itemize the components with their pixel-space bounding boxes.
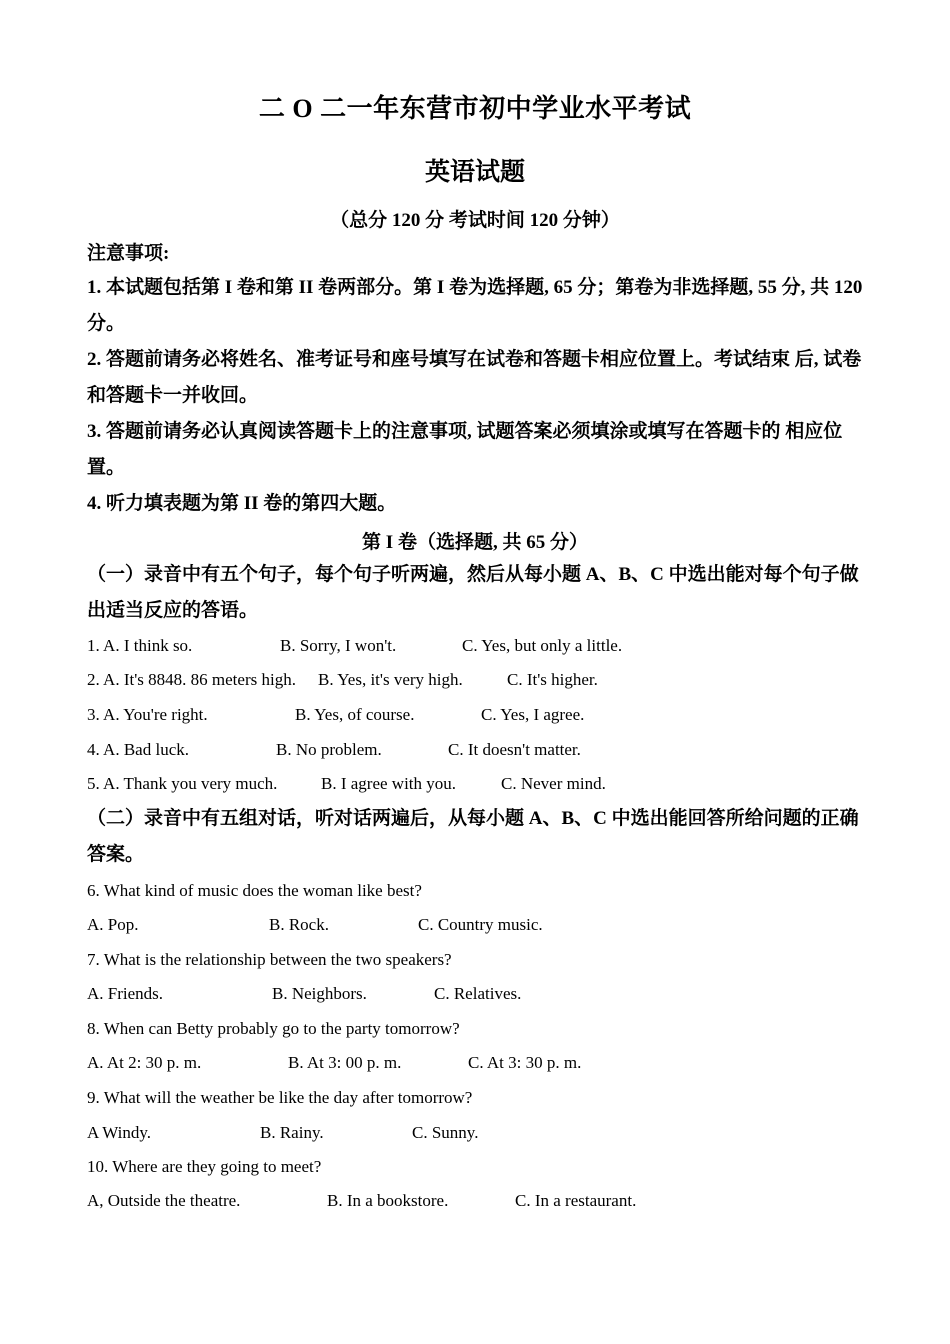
section2-instruction: （二）录音中有五组对话，听对话两遍后，从每小题 A、B、C 中选出能回答所给问题的正确答案。 [87,808,859,865]
option-c: C. Relatives. [434,984,522,1003]
option-a: A, Outside the theatre. [87,1191,241,1210]
question-row [87,774,887,798]
question-row [87,670,887,694]
question-text: 6. What kind of music does the woman like best? [87,881,422,900]
exam-subtitle: 英语试题 [424,159,525,186]
option-c: C. It's higher. [507,670,598,689]
exam-info: （总分 120 分 考试时间 120 分钟） [330,210,620,231]
note-item-1: 1. 本试题包括第 I 卷和第 II 卷两部分。第 I 卷为选择题, 65 分；第卷为非选择题, 55 分, 共 120 分。 [87,277,863,334]
question-row [87,705,887,729]
option-b: B. Rock. [269,915,329,934]
question-row [87,1053,887,1077]
part1-heading: 第 I 卷（选择题, 共 65 分） [362,532,588,553]
question-text: 9. What will the weather be like the day after tomorrow? [87,1088,473,1107]
option-a: A. At 2: 30 p. m. [87,1053,202,1072]
option-a: 1. A. I think so. [87,636,193,655]
option-c: C. It doesn't matter. [448,740,581,759]
note-item-4: 4. 听力填表题为第 II 卷的第四大题。 [87,493,397,514]
option-a: 2. A. It's 8848. 86 meters high. [87,670,296,689]
option-b: B. No problem. [276,740,382,759]
question-row [87,1123,887,1147]
option-b: B. I agree with you. [321,774,457,793]
question-row [87,636,887,660]
question-row [87,984,887,1008]
option-b: B. Rainy. [260,1123,324,1142]
note-item-3: 3. 答题前请务必认真阅读答题卡上的注意事项, 试题答案必须填涂或填写在答题卡的 相应位置。 [87,421,843,478]
question-row [87,915,887,939]
question-row [87,740,887,764]
section1-instruction: （一）录音中有五个句子，每个句子听两遍，然后从每小题 A、B、C 中选出能对每个句子做出适当反应的答语。 [87,564,859,621]
option-b: B. At 3: 00 p. m. [288,1053,402,1072]
option-b: B. In a bookstore. [327,1191,449,1210]
question-text: 10. Where are they going to meet? [87,1157,322,1176]
note-item-2: 2. 答题前请务必将姓名、准考证号和座号填写在试卷和答题卡相应位置上。考试结束 后, 试卷和答题卡一并收回。 [87,349,862,406]
option-c: C. Sunny. [412,1123,479,1142]
option-c: C. At 3: 30 p. m. [468,1053,582,1072]
option-c: C. Country music. [418,915,543,934]
question-text: 8. When can Betty probably go to the party tomorrow? [87,1019,460,1038]
option-c: C. In a restaurant. [515,1191,637,1210]
option-b: B. Sorry, I won't. [280,636,397,655]
option-c: C. Never mind. [501,774,606,793]
option-b: B. Neighbors. [272,984,367,1003]
option-b: B. Yes, it's very high. [318,670,463,689]
question-text: 7. What is the relationship between the two speakers? [87,950,452,969]
option-a: A. Friends. [87,984,164,1003]
option-a: 3. A. You're right. [87,705,208,724]
option-a: A Windy. [87,1123,152,1142]
option-c: C. Yes, but only a little. [462,636,623,655]
option-b: B. Yes, of course. [295,705,415,724]
option-a: 4. A. Bad luck. [87,740,189,759]
option-a: A. Pop. [87,915,139,934]
option-c: C. Yes, I agree. [481,705,585,724]
notes-heading: 注意事项: [87,243,170,264]
exam-title: 二 O 二一年东营市初中学业水平考试 [258,94,692,123]
option-a: 5. A. Thank you very much. [87,774,278,793]
question-row [87,1191,887,1215]
